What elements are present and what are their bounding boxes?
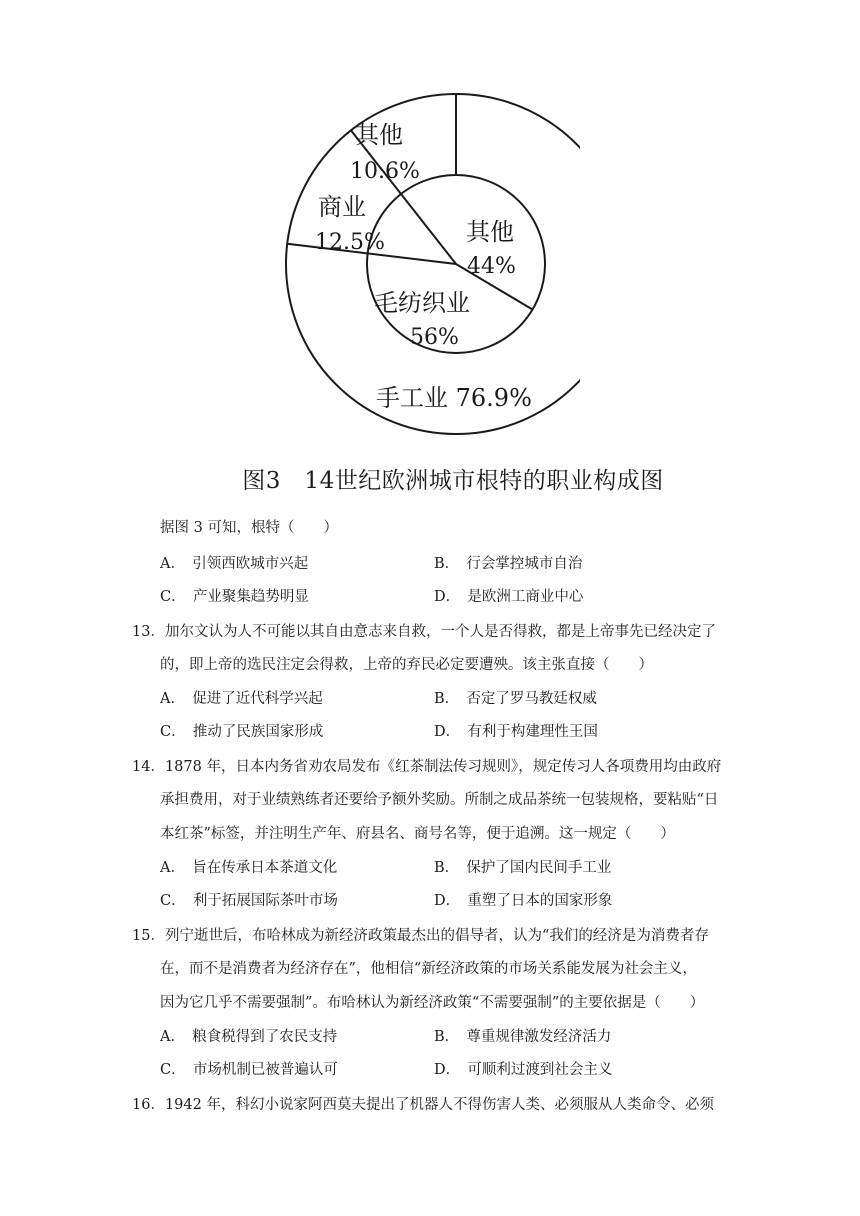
q12-option-c[interactable]: C． 产业聚集趋势明显 bbox=[160, 589, 309, 605]
q15-option-c[interactable]: C． 市场机制已被普遍认可 bbox=[160, 1062, 338, 1078]
q14-option-b[interactable]: B． 保护了国内民间手工业 bbox=[434, 860, 612, 876]
q12-option-d[interactable]: D． 是欧洲工商业中心 bbox=[434, 589, 584, 605]
q12-option-a[interactable]: A． 引领西欧城市兴起 bbox=[160, 556, 309, 572]
q15-stem-line1: 15．列宁逝世后，布哈林成为新经济政策最杰出的倡导者，认为“我们的经济是为消费者存 bbox=[132, 928, 709, 944]
q15-stem-line2: 在，而不是消费者为经济存在”，他相信“新经济政策的市场关系能发展为社会主义， bbox=[160, 961, 697, 977]
q13-stem-line1: 13．加尔文认为人不可能以其自由意志来自救，一个人是否得救，都是上帝事先已经决定了 bbox=[132, 624, 716, 640]
slice-label-wool-name: 毛纺织业 bbox=[374, 289, 470, 317]
q15-option-a[interactable]: A． 粮食税得到了农民支持 bbox=[160, 1029, 338, 1045]
slice-label-other-inner-value: 44% bbox=[467, 254, 516, 279]
q13-option-d[interactable]: D． 有利于构建理性王国 bbox=[434, 724, 598, 740]
outer-ring-circle bbox=[286, 94, 580, 434]
q13-option-b[interactable]: B． 否定了罗马教廷权威 bbox=[434, 691, 597, 707]
q15-stem-line3: 因为它几乎不需要强制”。布哈林认为新经济政策“不需要强制”的主要依据是（ ） bbox=[160, 995, 705, 1011]
occupation-pie-chart bbox=[250, 80, 580, 460]
slice-label-commerce-name: 商业 bbox=[318, 193, 366, 221]
slice-label-handicraft: 手工业 76.9% bbox=[376, 384, 532, 412]
q14-stem-line3: 本红茶”标签，并注明生产年、府县名、商号名等，便于追溯。这一规定（ ） bbox=[160, 826, 675, 842]
slice-label-other-outer-value: 10.6% bbox=[350, 159, 420, 184]
q15-option-b[interactable]: B． 尊重规律激发经济活力 bbox=[434, 1029, 612, 1045]
q15-option-d[interactable]: D． 可顺利过渡到社会主义 bbox=[434, 1062, 613, 1078]
q13-option-a[interactable]: A． 促进了近代科学兴起 bbox=[160, 691, 323, 707]
q13-stem-line2: 的，即上帝的选民注定会得救，上帝的弃民必定要遭殃。该主张直接（ ） bbox=[160, 657, 653, 673]
q14-stem-line2: 承担费用，对于业绩熟练者还要给予额外奖励。所制之成品茶统一包装规格，要粘贴“日 bbox=[160, 792, 719, 808]
slice-label-commerce-value: 12.5% bbox=[315, 230, 385, 255]
q16-stem-line1: 16．1942 年，科幻小说家阿西莫夫提出了机器人不得伤害人类、必须服从人类命令、必须 bbox=[132, 1097, 714, 1113]
slice-label-other-inner-name: 其他 bbox=[466, 218, 514, 246]
q14-option-d[interactable]: D． 重塑了日本的国家形象 bbox=[434, 893, 613, 909]
slice-label-other-outer-name: 其他 bbox=[355, 121, 403, 149]
slice-label-wool-value: 56% bbox=[410, 325, 459, 350]
q13-option-c[interactable]: C． 推动了民族国家形成 bbox=[160, 724, 324, 740]
q14-option-c[interactable]: C． 利于拓展国际茶叶市场 bbox=[160, 893, 338, 909]
q12-stem: 据图 3 可知，根特（ ） bbox=[160, 520, 338, 536]
figure-caption: 图3 14世纪欧洲城市根特的职业构成图 bbox=[242, 468, 664, 494]
q12-option-b[interactable]: B． 行会掌控城市自治 bbox=[434, 556, 583, 572]
q14-option-a[interactable]: A． 旨在传承日本茶道文化 bbox=[160, 860, 338, 876]
q14-stem-line1: 14．1878 年，日本内务省劝农局发布《红茶制法传习规则》，规定传习人各项费用均由政府 bbox=[132, 759, 722, 775]
